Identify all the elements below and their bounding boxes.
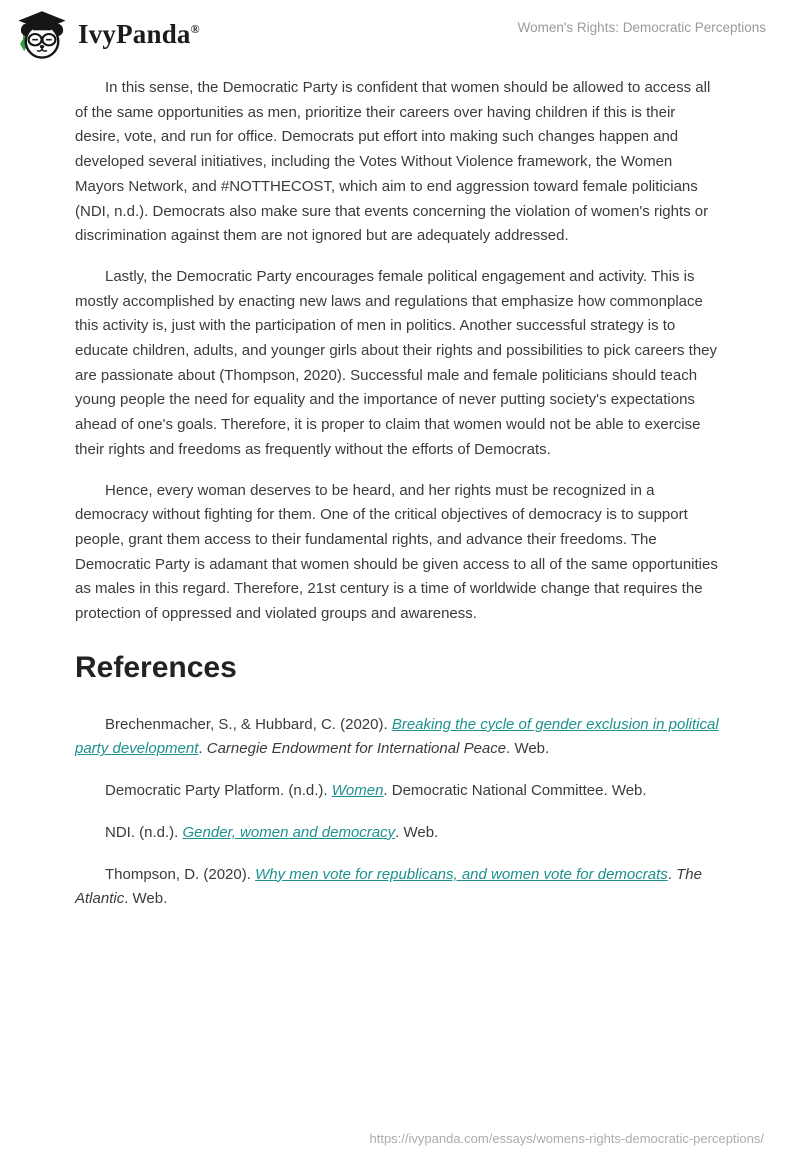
reference-link[interactable]: Why men vote for republicans, and women vote for democrats xyxy=(255,865,668,883)
reference-text: NDI. (n.d.). xyxy=(105,823,183,841)
reference-text: . Web. xyxy=(506,740,550,758)
reference-text: Democratic Party Platform. (n.d.). xyxy=(105,782,332,800)
reference-text: . xyxy=(667,865,677,883)
ivypanda-logo xyxy=(16,8,200,60)
essay-paragraph-1: In this sense, the Democratic Party is confident that women should be allowed to access all of the same opportunities as men, prioritize their careers over having children if this is their desire, vote, and run for office. Democrats put effort into making such changes happen and developed several initiatives, including the Votes Without Violence framework, the Women Mayors Network, and #NOTTHECOST, which aim to end aggression toward female politicians (NDI, n.d.). Democrats also make sure that events concerning the violation of women's rights or discrimination against them are not ignored but are adequately addressed. xyxy=(75,79,711,245)
reference-text: . Democratic National Committee. Web. xyxy=(383,782,647,800)
reference-entry-2 xyxy=(75,779,722,804)
reference-text: The Atlantic xyxy=(75,865,702,908)
reference-entry-4 xyxy=(75,863,722,912)
reference-text: Thompson, D. (2020). xyxy=(105,865,256,883)
reference-entry-3 xyxy=(75,821,722,846)
reference-text: Carnegie Endowment for International Peace xyxy=(206,740,507,758)
essay-content xyxy=(0,60,800,912)
panda-graduation-cap-icon xyxy=(16,8,68,60)
reference-text: . Web. xyxy=(124,890,168,908)
essay-paragraph-3: Hence, every woman deserves to be heard, and her rights must be recognized in a democracy without fighting for them. One of the critical objectives of democracy is to support people, grant them access to their fundamental rights, and advance their freedoms. The Democratic Party is adamant that women should be given access to all of the same opportunities as males in this regard. Therefore, 21st century is a time of worldwide change that requires the protection of oppressed and violated groups and awareness. xyxy=(75,481,718,623)
essay-paragraph-2: Lastly, the Democratic Party encourages female political engagement and activity. This is mostly accomplished by enacting new laws and regulations that emphasize how commonplace this activity is, just with the participation of men in politics. Another successful strategy is to educate children, adults, and younger girls about their rights and possibilities to pick careers they are passionate about (Thompson, 2020). Successful male and female politicians should teach young people the need for equality and the importance of never putting society's expectations ahead of one's goals. Therefore, it is proper to claim that women would not be able to exercise their rights and freedoms as frequently without the efforts of Democrats. xyxy=(75,267,718,458)
brand-name-text: IvyPanda xyxy=(78,18,191,49)
document-title: Women's Rights: Democratic Perceptions xyxy=(517,20,766,35)
reference-link[interactable]: Women xyxy=(331,782,384,800)
reference-text: . Web. xyxy=(395,823,439,841)
references-heading: References xyxy=(75,650,237,684)
reference-entry-1 xyxy=(75,713,722,762)
registered-trademark: ® xyxy=(190,21,200,36)
reference-text: Brechenmacher, S., & Hubbard, C. (2020). xyxy=(105,715,392,733)
reference-link[interactable]: Gender, women and democracy xyxy=(182,823,396,841)
reference-text: . xyxy=(198,740,207,758)
page-url: https://ivypanda.com/essays/womens-rights-democratic-perceptions/ xyxy=(369,1131,764,1146)
reference-link[interactable]: Breaking the cycle of gender exclusion in political party development xyxy=(75,715,719,758)
brand-name xyxy=(78,19,200,50)
page-header xyxy=(0,0,800,60)
